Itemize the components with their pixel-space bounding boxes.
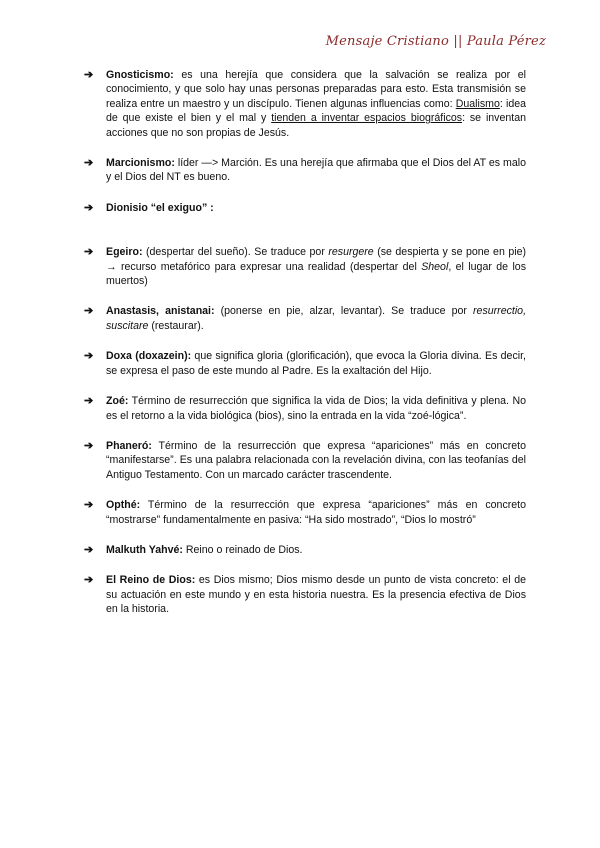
entry-text: (se despierta y se pone en pie) → recurso metafórico para expresar una realidad (despertar del: [106, 246, 526, 273]
arrow-icon: ➔: [84, 69, 94, 81]
entry-text: es una herejía que considera que la salvación se realiza por el conocimiento, y que solo hay unas personas preparadas para esto. Esta transmisión se realiza entre un maestro y un discípulo. Tienen algunas influencias como:: [106, 69, 526, 110]
arrow-icon: ➔: [84, 499, 94, 512]
entry-term: Opthé:: [106, 499, 141, 512]
arrow-icon: ➔: [84, 305, 94, 318]
entry-term: Doxa (doxazein):: [106, 350, 192, 363]
entry-underlined-text: tienden a inventar espacios biográficos: [271, 112, 463, 125]
entry-reino-de-dios: [84, 573, 526, 616]
entry-zoe: [84, 394, 526, 423]
arrow-icon: ➔: [84, 157, 94, 170]
page-header: Mensaje Cristiano || Paula Pérez: [325, 34, 546, 49]
entry-malkuth-yahve: [84, 543, 526, 557]
entry-italic-text: Sheol: [421, 260, 449, 273]
arrow-icon: ➔: [84, 246, 94, 259]
entry-dionisio: [84, 201, 526, 215]
entry-egeiro: [84, 245, 526, 288]
entry-anastasis: [84, 304, 526, 333]
entry-text: que significa gloria (glorificación), que evoca la Gloria divina. Es decir, se expresa el paso de este mundo al Padre. Es la exaltación del Hijo.: [106, 350, 526, 377]
entry-doxa: [84, 349, 526, 378]
entry-text: es Dios mismo; Dios mismo desde un punto de vista concreto: el de su actuación en este mundo y en esta historia nuestra. Es la presencia efectiva de Dios en la historia.: [106, 574, 526, 616]
entry-text: (restaurar).: [148, 319, 204, 332]
entry-term: Egeiro:: [106, 246, 143, 259]
document-body: [84, 68, 526, 633]
entry-term: Phaneró:: [106, 439, 152, 452]
arrow-icon: ➔: [84, 574, 94, 587]
entry-gnosticismo: [84, 68, 526, 140]
entry-term: El Reino de Dios:: [106, 574, 196, 587]
entry-text: : se inventan acciones que no son propias de Jesús.: [106, 112, 526, 139]
entry-term: Malkuth Yahvé:: [106, 543, 183, 556]
entry-text: , el lugar de los muertos): [106, 260, 526, 288]
entry-marcionismo: [84, 156, 526, 185]
entry-text: (despertar del sueño). Se traduce por: [142, 246, 329, 259]
entry-phanero: [84, 439, 526, 482]
entry-text: : idea de que existe el bien y el mal y: [106, 97, 526, 125]
arrow-icon: ➔: [84, 350, 94, 363]
entry-term: Anastasis, anistanai:: [106, 305, 215, 318]
entry-text: Reino o reinado de Dios.: [182, 543, 303, 556]
arrow-icon: ➔: [84, 395, 94, 408]
arrow-icon: ➔: [84, 543, 94, 556]
entry-term: Gnosticismo:: [106, 69, 174, 81]
entry-text: Término de la resurrección que expresa “apariciones” más en concreto “mostrarse” fundamentalmente en pasiva: “Ha sido mostrado”, “Dios lo mostró”: [106, 499, 526, 526]
arrow-icon: ➔: [84, 439, 94, 452]
entry-term: Marcionismo:: [106, 157, 175, 170]
arrow-icon: ➔: [84, 201, 94, 214]
entry-term: Dionisio “el exiguo” :: [106, 201, 214, 214]
entry-text: Término de la resurrección que expresa “apariciones” más en concreto “manifestarse”. Es una palabra relacionada con la revelación divina, con las teofanías del Antiguo Testamento. Con un marcado carácter trascendente.: [106, 439, 526, 481]
entry-text: Término de resurrección que significa la vida de Dios; la vida definitiva y plena. No es el retorno a la vida biológica (bios), sino la entrada en la vida “zoé-lógica”.: [106, 395, 526, 422]
entry-term: Zoé:: [106, 395, 129, 408]
entry-underlined-text: Dualismo: [455, 97, 500, 110]
entry-text: (ponerse en pie, alzar, levantar). Se traduce por: [214, 305, 474, 318]
entry-italic-text: resurrectio, suscitare: [106, 305, 527, 332]
entry-italic-text: resurgere: [328, 246, 374, 259]
entry-opthe: [84, 498, 526, 527]
entry-text: líder —> Marción. Es una herejía que afirmaba que el Dios del AT es malo y el Dios del NT es bueno.: [106, 157, 526, 184]
